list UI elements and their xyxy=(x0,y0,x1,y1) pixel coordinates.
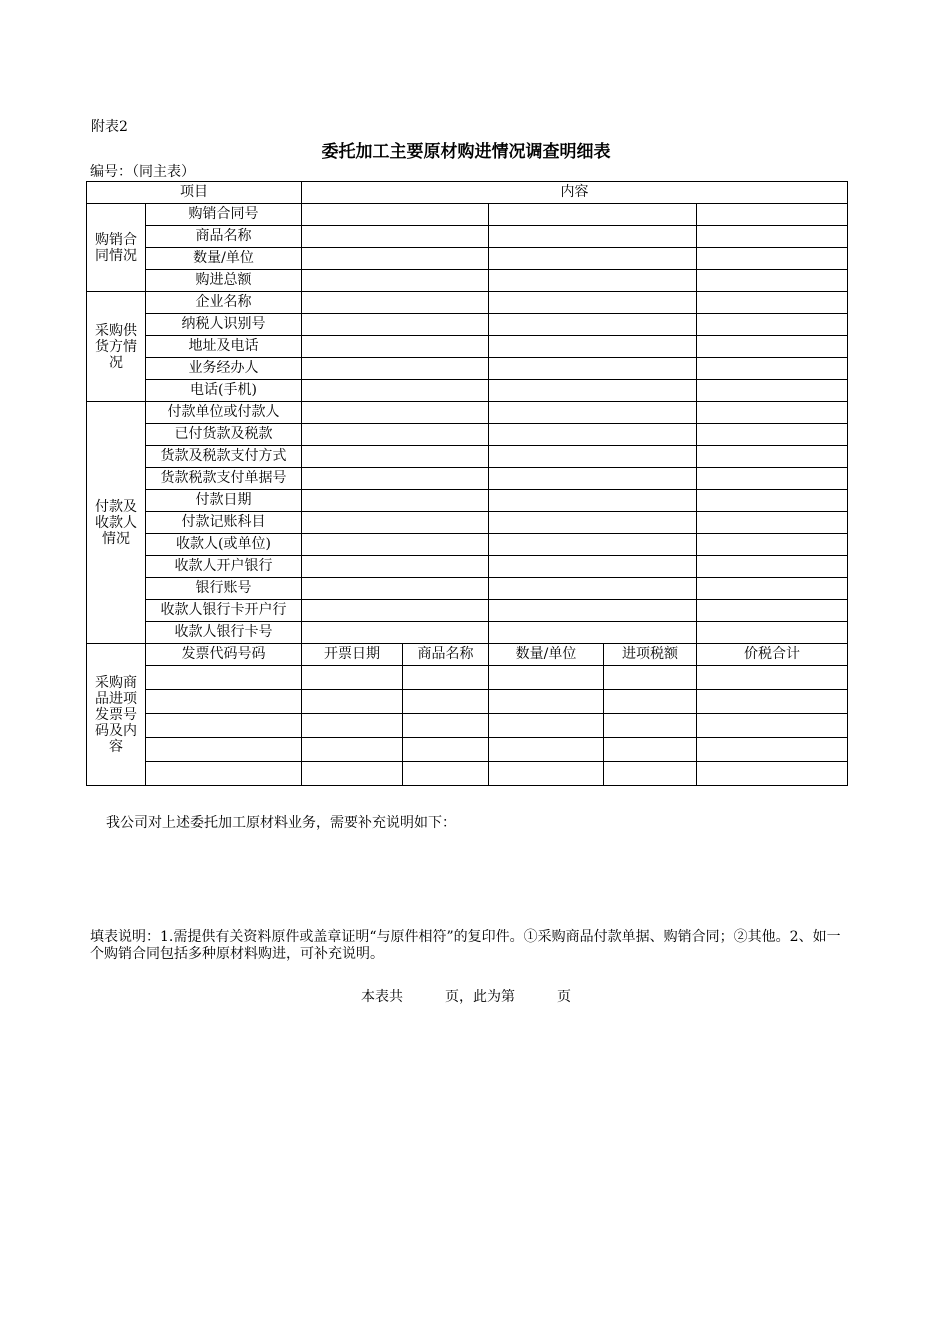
invoice-cell[interactable] xyxy=(146,738,302,762)
invoice-cell[interactable] xyxy=(302,666,403,690)
invoice-cell[interactable] xyxy=(302,738,403,762)
page-counter: 本表共 页，此为第 页 xyxy=(361,989,571,1005)
invoice-cell[interactable] xyxy=(146,714,302,738)
content-cell[interactable] xyxy=(489,424,697,446)
content-cell[interactable] xyxy=(489,336,697,358)
invoice-cell[interactable] xyxy=(146,690,302,714)
invoice-cell[interactable] xyxy=(302,690,403,714)
content-cell[interactable] xyxy=(697,534,848,556)
invoice-cell[interactable] xyxy=(697,666,848,690)
row-label: 已付货款及税款 xyxy=(146,424,302,446)
content-cell[interactable] xyxy=(489,248,697,270)
group-label-contract: 购销合同情况 xyxy=(87,204,146,292)
content-cell[interactable] xyxy=(302,358,489,380)
invoice-cell[interactable] xyxy=(604,762,697,786)
invoice-cell[interactable] xyxy=(697,714,848,738)
invoice-cell[interactable] xyxy=(302,714,403,738)
content-cell[interactable] xyxy=(302,600,489,622)
table-row xyxy=(87,556,848,578)
row-label: 付款记账科目 xyxy=(146,512,302,534)
table-row xyxy=(87,292,848,314)
content-cell[interactable] xyxy=(302,270,489,292)
table-row xyxy=(87,468,848,490)
invoice-col-header: 进项税额 xyxy=(604,644,697,666)
content-cell[interactable] xyxy=(697,600,848,622)
content-cell[interactable] xyxy=(489,402,697,424)
header-content: 内容 xyxy=(302,182,848,204)
table-row xyxy=(87,336,848,358)
row-label: 购进总额 xyxy=(146,270,302,292)
table-row xyxy=(87,358,848,380)
invoice-col-header: 价税合计 xyxy=(697,644,848,666)
invoice-cell[interactable] xyxy=(604,738,697,762)
row-label: 货款及税款支付方式 xyxy=(146,446,302,468)
invoice-cell[interactable] xyxy=(604,714,697,738)
row-label: 纳税人识别号 xyxy=(146,314,302,336)
row-label: 地址及电话 xyxy=(146,336,302,358)
table-row xyxy=(87,270,848,292)
content-cell[interactable] xyxy=(302,512,489,534)
table-row xyxy=(87,314,848,336)
content-cell[interactable] xyxy=(489,622,697,644)
invoice-row xyxy=(87,762,848,786)
invoice-cell[interactable] xyxy=(697,762,848,786)
content-cell[interactable] xyxy=(697,292,848,314)
invoice-cell[interactable] xyxy=(403,714,489,738)
table-row xyxy=(87,512,848,534)
content-cell[interactable] xyxy=(489,600,697,622)
content-cell[interactable] xyxy=(489,468,697,490)
content-cell[interactable] xyxy=(697,314,848,336)
content-cell[interactable] xyxy=(697,578,848,600)
content-cell[interactable] xyxy=(489,556,697,578)
invoice-cell[interactable] xyxy=(489,762,604,786)
content-cell[interactable] xyxy=(697,490,848,512)
invoice-cell[interactable] xyxy=(489,690,604,714)
content-cell[interactable] xyxy=(302,468,489,490)
content-cell[interactable] xyxy=(302,402,489,424)
group-label-invoice: 采购商品进项发票号码及内容 xyxy=(87,644,146,786)
invoice-row xyxy=(87,666,848,690)
content-cell[interactable] xyxy=(697,556,848,578)
content-cell[interactable] xyxy=(489,446,697,468)
table-row xyxy=(87,578,848,600)
content-cell[interactable] xyxy=(697,270,848,292)
invoice-cell[interactable] xyxy=(302,762,403,786)
content-cell[interactable] xyxy=(489,490,697,512)
invoice-cell[interactable] xyxy=(697,738,848,762)
invoice-header-row xyxy=(87,644,848,666)
row-label: 收款人银行卡号 xyxy=(146,622,302,644)
invoice-col-header: 商品名称 xyxy=(403,644,489,666)
doc-number-label: 编号：（同主表） xyxy=(90,164,195,180)
invoice-cell[interactable] xyxy=(604,690,697,714)
invoice-col-header: 开票日期 xyxy=(302,644,403,666)
content-cell[interactable] xyxy=(489,512,697,534)
invoice-cell[interactable] xyxy=(403,738,489,762)
row-label: 付款单位或付款人 xyxy=(146,402,302,424)
invoice-row xyxy=(87,714,848,738)
header-row xyxy=(87,182,848,204)
invoice-col-header: 数量/单位 xyxy=(489,644,604,666)
content-cell[interactable] xyxy=(489,534,697,556)
content-cell[interactable] xyxy=(489,204,697,226)
invoice-row xyxy=(87,690,848,714)
row-label: 收款人(或单位) xyxy=(146,534,302,556)
content-cell[interactable] xyxy=(697,424,848,446)
invoice-cell[interactable] xyxy=(403,762,489,786)
invoice-cell[interactable] xyxy=(489,738,604,762)
content-cell[interactable] xyxy=(489,578,697,600)
group-label-supplier: 采购供货方情况 xyxy=(87,292,146,402)
invoice-row xyxy=(87,738,848,762)
content-cell[interactable] xyxy=(489,380,697,402)
table-row xyxy=(87,204,848,226)
content-cell[interactable] xyxy=(697,380,848,402)
invoice-cell[interactable] xyxy=(403,690,489,714)
invoice-cell[interactable] xyxy=(604,666,697,690)
content-cell[interactable] xyxy=(697,512,848,534)
row-label: 商品名称 xyxy=(146,226,302,248)
content-cell[interactable] xyxy=(302,556,489,578)
invoice-col-header: 发票代码号码 xyxy=(146,644,302,666)
appendix-label: 附表2 xyxy=(91,119,128,135)
content-cell[interactable] xyxy=(302,424,489,446)
invoice-cell[interactable] xyxy=(403,666,489,690)
content-cell[interactable] xyxy=(697,204,848,226)
table-row xyxy=(87,424,848,446)
content-cell[interactable] xyxy=(697,402,848,424)
row-label: 数量/单位 xyxy=(146,248,302,270)
content-cell[interactable] xyxy=(697,622,848,644)
table-row xyxy=(87,622,848,644)
content-cell[interactable] xyxy=(697,226,848,248)
supplement-note: 我公司对上述委托加工原材料业务，需要补充说明如下： xyxy=(106,815,456,831)
table-row xyxy=(87,226,848,248)
content-cell[interactable] xyxy=(302,446,489,468)
page-title: 委托加工主要原材购进情况调查明细表 xyxy=(321,142,611,162)
header-item: 项目 xyxy=(87,182,302,204)
table-row xyxy=(87,490,848,512)
invoice-cell[interactable] xyxy=(489,714,604,738)
content-cell[interactable] xyxy=(302,248,489,270)
row-label: 电话(手机) xyxy=(146,380,302,402)
content-cell[interactable] xyxy=(302,578,489,600)
content-cell[interactable] xyxy=(302,292,489,314)
table-row xyxy=(87,380,848,402)
content-cell[interactable] xyxy=(302,534,489,556)
content-cell[interactable] xyxy=(697,468,848,490)
content-cell[interactable] xyxy=(302,622,489,644)
content-cell[interactable] xyxy=(489,358,697,380)
content-cell[interactable] xyxy=(697,446,848,468)
content-cell[interactable] xyxy=(489,292,697,314)
invoice-cell[interactable] xyxy=(146,666,302,690)
content-cell[interactable] xyxy=(489,226,697,248)
content-cell[interactable] xyxy=(302,380,489,402)
row-label: 银行账号 xyxy=(146,578,302,600)
row-label: 收款人银行卡开户行 xyxy=(146,600,302,622)
content-cell[interactable] xyxy=(302,336,489,358)
survey-table xyxy=(86,181,848,786)
content-cell[interactable] xyxy=(697,336,848,358)
content-cell[interactable] xyxy=(489,270,697,292)
content-cell[interactable] xyxy=(302,490,489,512)
invoice-cell[interactable] xyxy=(489,666,604,690)
content-cell[interactable] xyxy=(697,358,848,380)
row-label: 付款日期 xyxy=(146,490,302,512)
row-label: 购销合同号 xyxy=(146,204,302,226)
content-cell[interactable] xyxy=(489,314,697,336)
row-label: 货款税款支付单据号 xyxy=(146,468,302,490)
content-cell[interactable] xyxy=(302,204,489,226)
invoice-cell[interactable] xyxy=(697,690,848,714)
group-label-payment: 付款及收款人情况 xyxy=(87,402,146,644)
row-label: 企业名称 xyxy=(146,292,302,314)
invoice-cell[interactable] xyxy=(146,762,302,786)
table-row xyxy=(87,600,848,622)
row-label: 收款人开户银行 xyxy=(146,556,302,578)
fill-instructions: 填表说明：1.需提供有关资料原件或盖章证明“与原件相符”的复印件。①采购商品付款单据、购销合同；②其他。2、如一个购销合同包括多种原材料购进，可补充说明。 xyxy=(90,929,841,962)
table-row xyxy=(87,534,848,556)
content-cell[interactable] xyxy=(697,248,848,270)
content-cell[interactable] xyxy=(302,226,489,248)
table-row xyxy=(87,446,848,468)
content-cell[interactable] xyxy=(302,314,489,336)
row-label: 业务经办人 xyxy=(146,358,302,380)
table-row xyxy=(87,402,848,424)
table-row xyxy=(87,248,848,270)
